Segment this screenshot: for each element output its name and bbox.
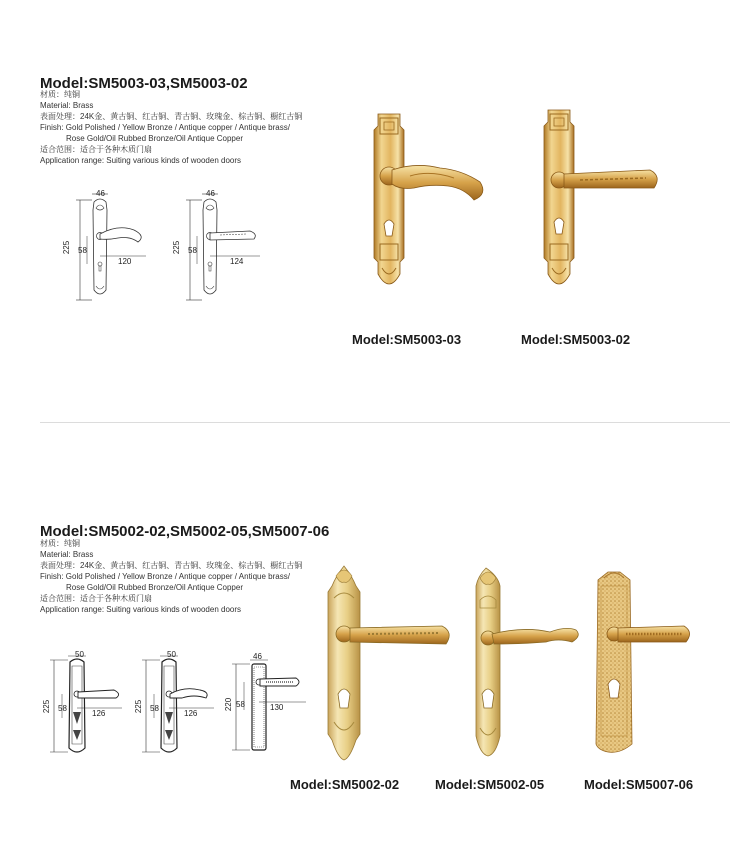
dim-height: 225 [134, 699, 144, 714]
caption-sm5002-02: Model:SM5002-02 [290, 777, 400, 792]
section1-title: Model:SM5003-03,SM5003-02 [40, 75, 248, 92]
finish-en-cont: Rose Gold/Oil Rubbed Bronze/Oil Antique Copper [66, 134, 243, 143]
section2-specs [40, 538, 302, 615]
dim-lever: 126 [184, 709, 198, 718]
caption-sm5007-06: Model:SM5007-06 [584, 777, 694, 792]
dim-width: 50 [75, 650, 84, 659]
technical-drawing-sm5002-02 [42, 652, 132, 757]
dim-height: 225 [62, 240, 72, 255]
range-cn: 适合范围：适合于各种木质门扇 [40, 594, 152, 603]
technical-drawing-sm5003-02 [170, 190, 280, 305]
dim-lever: 130 [270, 703, 284, 712]
product-image-sm5003-02 [540, 104, 670, 294]
dim-lever: 120 [118, 257, 132, 266]
dim-center: 58 [150, 704, 159, 713]
material-cn: 材质：纯铜 [40, 90, 80, 99]
dim-height: 220 [224, 697, 234, 712]
product-image-sm5002-05 [466, 564, 606, 760]
dim-width: 46 [253, 652, 262, 661]
product-image-sm5007-06 [590, 568, 700, 758]
dim-width: 46 [206, 189, 215, 198]
material-en: Material: Brass [40, 101, 94, 110]
dim-width: 46 [96, 189, 105, 198]
finish-en-cont: Rose Gold/Oil Rubbed Bronze/Oil Antique Copper [66, 583, 243, 592]
dim-center: 58 [236, 700, 245, 709]
finish-en: Finish: Gold Polished / Yellow Bronze / Antique copper / Antique brass/ [40, 123, 290, 132]
finish-cn: 表面处理：24K金、黄古铜、红古铜、青古铜、玫瑰金、棕古铜、橱红古铜 [40, 112, 303, 121]
dim-width: 50 [167, 650, 176, 659]
dim-lever: 124 [230, 257, 244, 266]
product-image-sm5002-02 [318, 562, 458, 762]
material-en: Material: Brass [40, 550, 94, 559]
dim-height: 225 [172, 240, 182, 255]
technical-drawing-sm5002-05 [134, 652, 224, 757]
range-en: Application range: Suiting various kinds of wooden doors [40, 156, 242, 165]
dim-center: 58 [78, 246, 87, 255]
section1-specs [40, 89, 302, 166]
caption-sm5002-05: Model:SM5002-05 [435, 777, 545, 792]
dim-center: 58 [188, 246, 197, 255]
finish-cn: 表面处理：24K金、黄古铜、红古铜、青古铜、玫瑰金、棕古铜、橱红古铜 [40, 561, 303, 570]
caption-sm5003-03: Model:SM5003-03 [352, 332, 462, 347]
dim-center: 58 [58, 704, 67, 713]
product-image-sm5003-03 [370, 108, 500, 298]
finish-en: Finish: Gold Polished / Yellow Bronze / Antique copper / Antique brass/ [40, 572, 290, 581]
caption-sm5003-02: Model:SM5003-02 [521, 332, 631, 347]
dim-lever: 126 [92, 709, 106, 718]
section-divider [40, 422, 730, 423]
technical-drawing-sm5003-03 [60, 190, 170, 305]
material-cn: 材质：纯铜 [40, 539, 80, 548]
range-cn: 适合范围：适合于各种木质门扇 [40, 145, 152, 154]
range-en: Application range: Suiting various kinds of wooden doors [40, 605, 242, 614]
dim-height: 225 [42, 699, 52, 714]
section2-title: Model:SM5002-02,SM5002-05,SM5007-06 [40, 523, 330, 540]
